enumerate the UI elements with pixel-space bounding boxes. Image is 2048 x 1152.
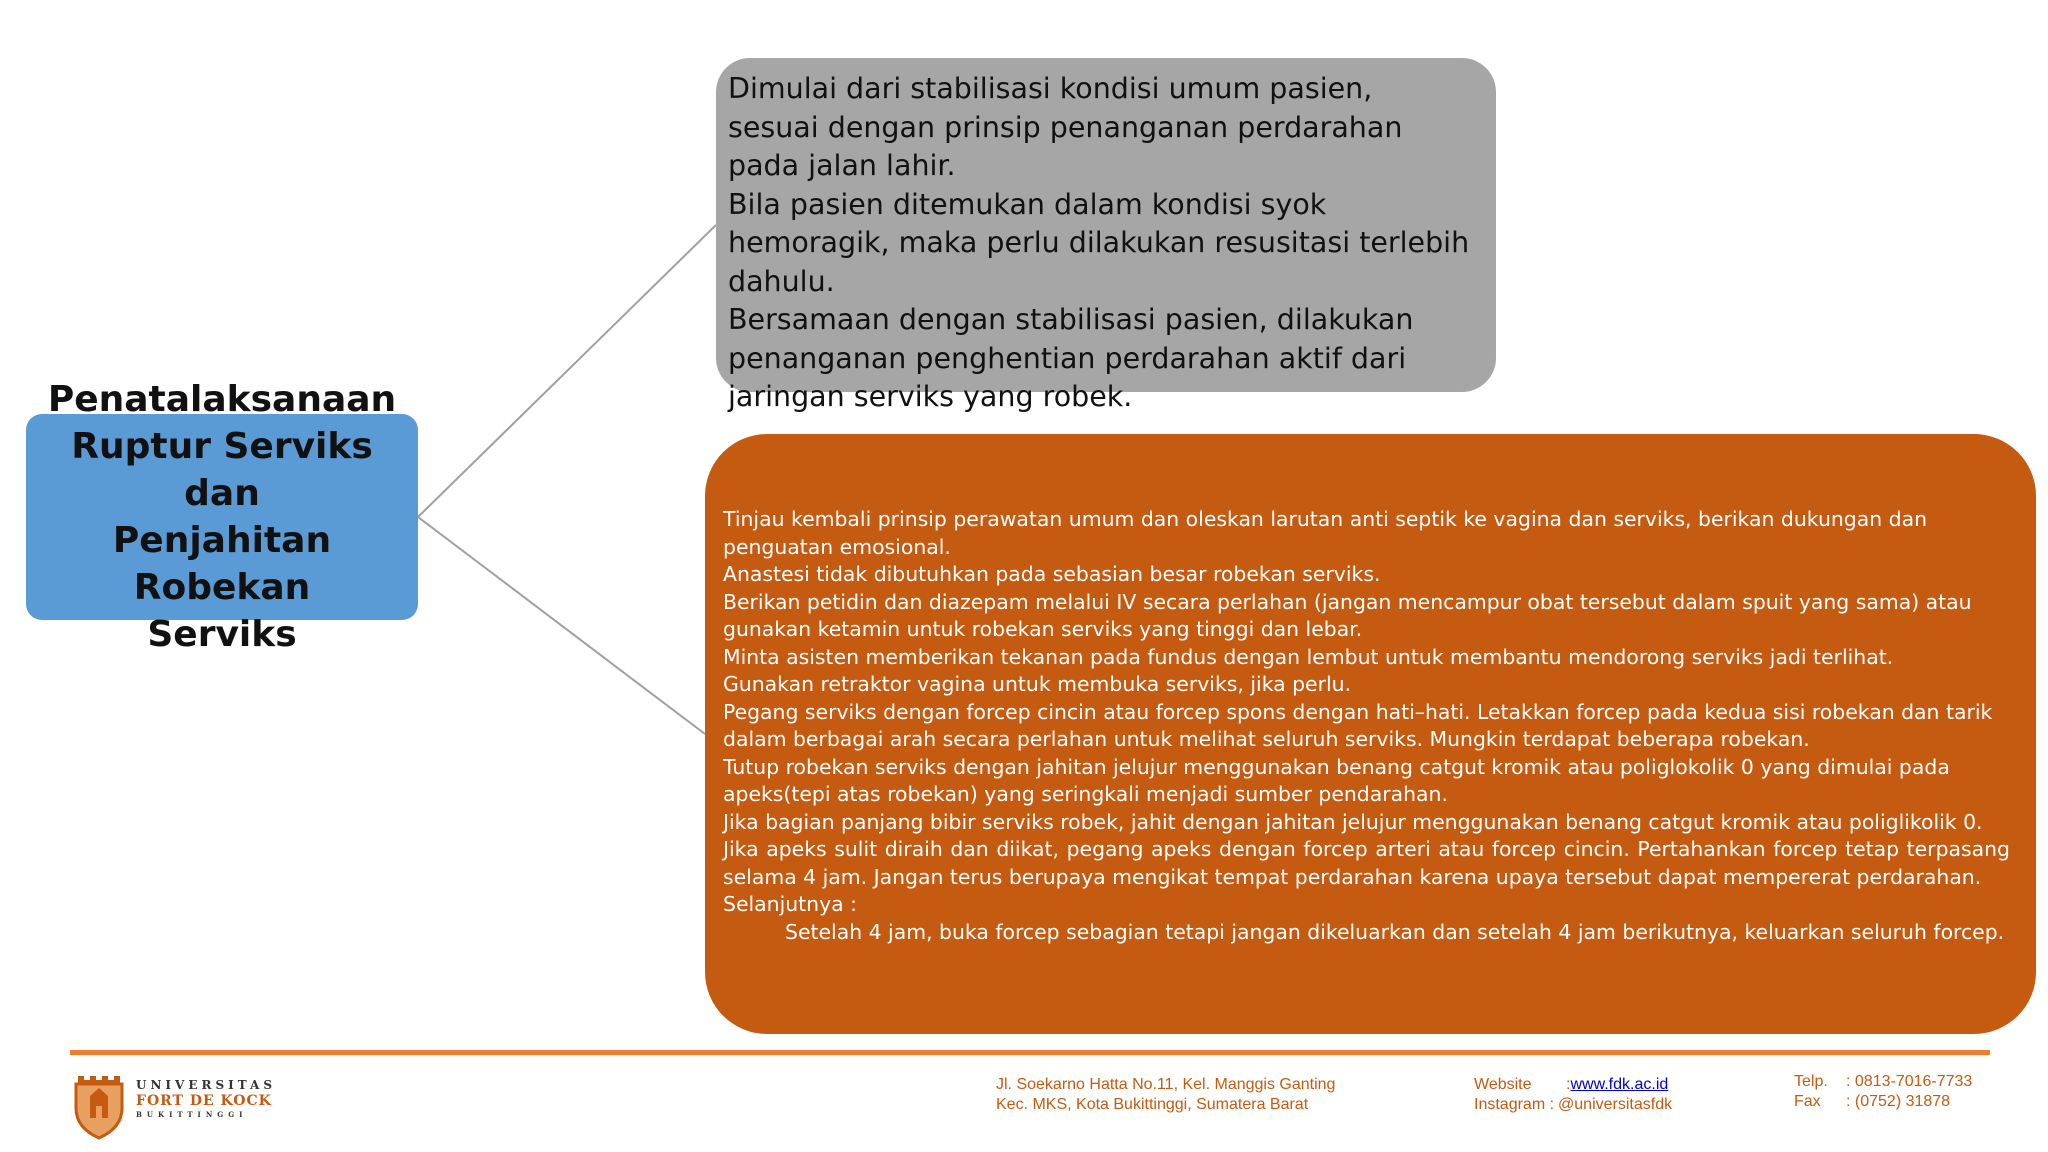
- footer-contact: [1794, 1072, 1972, 1112]
- instagram-row: [1474, 1095, 1672, 1115]
- fax-row: [1794, 1092, 1972, 1112]
- website-link[interactable]: www.fdk.ac.id: [1570, 1076, 1669, 1093]
- address-line: Kec. MKS, Kota Bukittinggi, Sumatera Barat: [996, 1096, 1309, 1113]
- procedure-step: Tutup robekan serviks dengan jahitan jelujur menggunakan benang catgut kromik atau poliglokolik 0 yang dimulai pada apeks(tepi atas robekan) yang seringkali menjadi sumber pendarahan.: [723, 754, 1950, 806]
- stabilization-paragraph: Bersamaan dengan stabilisasi pasien, dilakukan penanganan penghentian perdarahan aktif dari jaringan serviks yang robek.: [728, 303, 1414, 413]
- website-row: [1474, 1075, 1672, 1095]
- title-line: Ruptur Serviks dan: [71, 426, 373, 514]
- website-separator: :: [1566, 1076, 1571, 1093]
- procedure-step: Anastesi tidak dibutuhkan pada sebasian besar robekan serviks.: [723, 562, 1381, 586]
- fax-value: : (0752) 31878: [1846, 1093, 1951, 1110]
- website-label: Website: [1474, 1076, 1532, 1093]
- stabilization-box: [716, 58, 1496, 413]
- procedure-step: Pegang serviks dengan forcep cincin atau forcep spons dengan hati–hati. Letakkan forcep pada kedua sisi robekan dan tarik dalam berbagai arah secara perlahan untuk melihat seluruh serviks. Mungkin terdapat beberapa robekan.: [723, 699, 1993, 751]
- footer-web: [1474, 1075, 1672, 1115]
- university-logo-text: [136, 1078, 276, 1120]
- instagram-handle: @universitasfdk: [1558, 1096, 1673, 1113]
- stabilization-paragraph: Bila pasien ditemukan dalam kondisi syok hemoragik, maka perlu dilakukan resusitasi terlebih dahulu.: [728, 187, 1470, 298]
- logo-line-1: UNIVERSITAS: [136, 1078, 277, 1092]
- procedure-step: Minta asisten memberikan tekanan pada fundus dengan lembut untuk membantu mendorong serviks jadi terlihat.: [723, 644, 1894, 669]
- title-box: [26, 379, 418, 655]
- stabilization-paragraph: Dimulai dari stabilisasi kondisi umum pasien,: [728, 72, 1373, 105]
- procedure-step: Setelah 4 jam, buka forcep sebagian tetapi jangan dikeluarkan dan setelah 4 jam berikutnya, keluarkan seluruh forcep.: [785, 919, 2005, 944]
- procedure-step: Gunakan retraktor vagina untuk membuka serviks, jika perlu.: [723, 672, 1352, 696]
- logo-line-2: FORT DE KOCK: [136, 1093, 272, 1109]
- connector-to-gray-box: [418, 225, 716, 517]
- stabilization-paragraph: sesuai dengan prinsip penanganan perdarahan pada jalan lahir.: [728, 110, 1403, 182]
- slide-title: [38, 376, 406, 658]
- connector-to-orange-box: [418, 517, 705, 734]
- procedure-step: Jika bagian panjang bibir serviks robek, jahit dengan jahitan jelujur menggunakan benang catgut kromik atau poliglikolik 0.: [723, 809, 1983, 834]
- instagram-label: Instagram :: [1474, 1096, 1555, 1113]
- footer-divider: [70, 1050, 1990, 1055]
- procedure-step: Selanjutnya :: [723, 892, 857, 916]
- footer-address: [996, 1075, 1335, 1115]
- procedure-box: [705, 434, 2036, 1034]
- telp-label: Telp.: [1794, 1073, 1828, 1090]
- procedure-step: Tinjau kembali prinsip perawatan umum dan oleskan larutan anti septik ke vagina dan serviks, berikan dukungan dan penguatan emosional.: [723, 507, 1928, 559]
- title-line: Penjahitan Robekan: [112, 520, 332, 608]
- procedure-step: Jika apeks sulit diraih dan diikat, pegang apeks dengan forcep arteri atau forcep cincin. Pertahankan forcep tetap terpasang selama 4 jam. Jangan terus berupaya mengikat tempat perdarahan karena upaya tersebut dapat mempererat perdarahan.: [723, 837, 2010, 889]
- title-line: Serviks: [147, 614, 297, 655]
- fax-label: Fax: [1794, 1093, 1821, 1110]
- procedure-step: Berikan petidin dan diazepam melalui IV secara perlahan (jangan mencampur obat tersebut dalam spuit yang sama) atau gunakan ketamin untuk robekan serviks yang tinggi dan lebar.: [723, 589, 1972, 641]
- title-line: Penatalaksanaan: [47, 379, 397, 420]
- telp-value: : 0813-7016-7733: [1846, 1073, 1973, 1090]
- address-line: Jl. Soekarno Hatta No.11, Kel. Manggis Ganting: [996, 1076, 1336, 1093]
- telp-row: [1794, 1072, 1972, 1092]
- logo-line-3: BUKITTINGGI: [136, 1110, 248, 1119]
